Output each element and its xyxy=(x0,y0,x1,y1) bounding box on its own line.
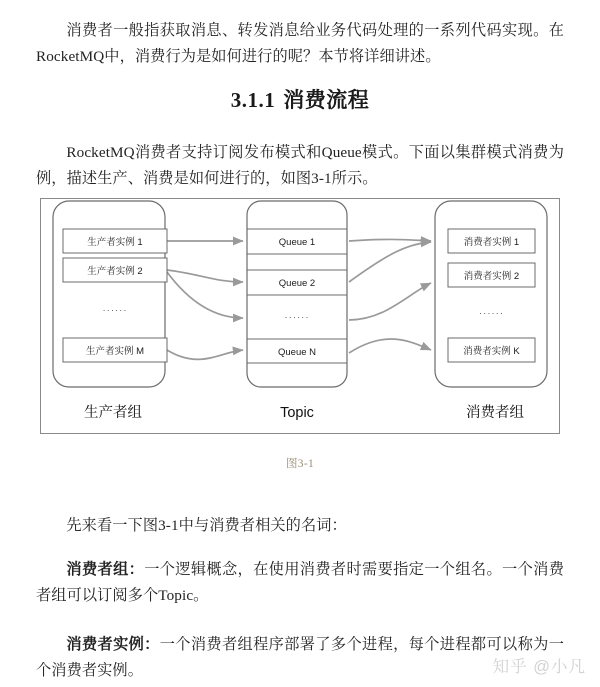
producer-group-label: 生产者组 xyxy=(84,405,142,421)
queue-ellipsis: ······ xyxy=(284,312,310,323)
consumer-instance-2-label: 消费者实例 2 xyxy=(463,271,520,282)
paragraph-3: 先来看一下图3-1中与消费者相关的名词： xyxy=(66,517,347,534)
term-consumer-group: 消费者组： xyxy=(66,561,145,578)
paragraph-4-text: 一个逻辑概念，在使用消费者时需要指定一个组名。一个消费者组可以订阅多个Topic。 xyxy=(36,561,565,604)
page-title xyxy=(36,84,564,114)
paragraph-block-5 xyxy=(36,632,564,684)
paragraph-block-4 xyxy=(36,557,564,609)
paragraph-4 xyxy=(36,557,564,609)
term-consumer-instance: 消费者实例： xyxy=(66,636,160,653)
zhihu-watermark: 知乎 @小凡 xyxy=(492,658,586,676)
paragraph-block-3 xyxy=(36,513,564,539)
consumer-instance-k-label: 消费者实例 K xyxy=(463,346,520,357)
topic-label: Topic xyxy=(280,405,314,421)
section-heading-block xyxy=(36,84,564,114)
consumer-instance-1-label: 消费者实例 1 xyxy=(463,237,520,248)
producer-instance-1 xyxy=(63,229,167,253)
paragraph-1: 消费者一般指获取消息、转发消息给业务代码处理的一系列代码实现。在 RocketMQ中，消费行为是如何进行的呢？本节将详细讲述。 xyxy=(36,22,564,65)
paragraph-5 xyxy=(36,632,564,684)
paragraph-5-text: 一个消费者组程序部署了多个进程，每个进程都可以称为一个消费者实例。 xyxy=(36,636,564,679)
producer-instance-m xyxy=(63,338,167,362)
producer-instance-2-label: 生产者实例 2 xyxy=(87,266,143,277)
consumer-ellipsis: ······ xyxy=(479,308,504,319)
producer-instance-m-label: 生产者实例 M xyxy=(85,346,145,357)
figure-caption-block xyxy=(36,455,564,471)
heading-number: 3.1.1 xyxy=(230,88,276,112)
queue-2-label: Queue 2 xyxy=(278,278,316,289)
consumer-instance-k xyxy=(448,338,535,362)
paragraph-block-1 xyxy=(36,18,564,70)
heading-title: 消费流程 xyxy=(283,88,370,112)
paragraph-block-2 xyxy=(36,140,564,192)
figure-caption: 图3-1 xyxy=(285,458,315,470)
figure-consumption-flow xyxy=(40,198,560,434)
queue-n-label: Queue N xyxy=(277,347,317,358)
consumer-instance-2 xyxy=(448,263,535,287)
producer-ellipsis: ······ xyxy=(102,305,128,316)
producer-instance-2 xyxy=(63,258,167,282)
paragraph-2: RocketMQ消费者支持订阅发布模式和Queue模式。下面以集群模式消费为例，描述生产、消费是如何进行的，如图3-1所示。 xyxy=(36,144,564,187)
consumer-instance-1 xyxy=(448,229,535,253)
producer-instance-1-label: 生产者实例 1 xyxy=(87,237,143,248)
consumer-group-label: 消费者组 xyxy=(466,405,524,421)
queue-1-label: Queue 1 xyxy=(278,237,316,248)
